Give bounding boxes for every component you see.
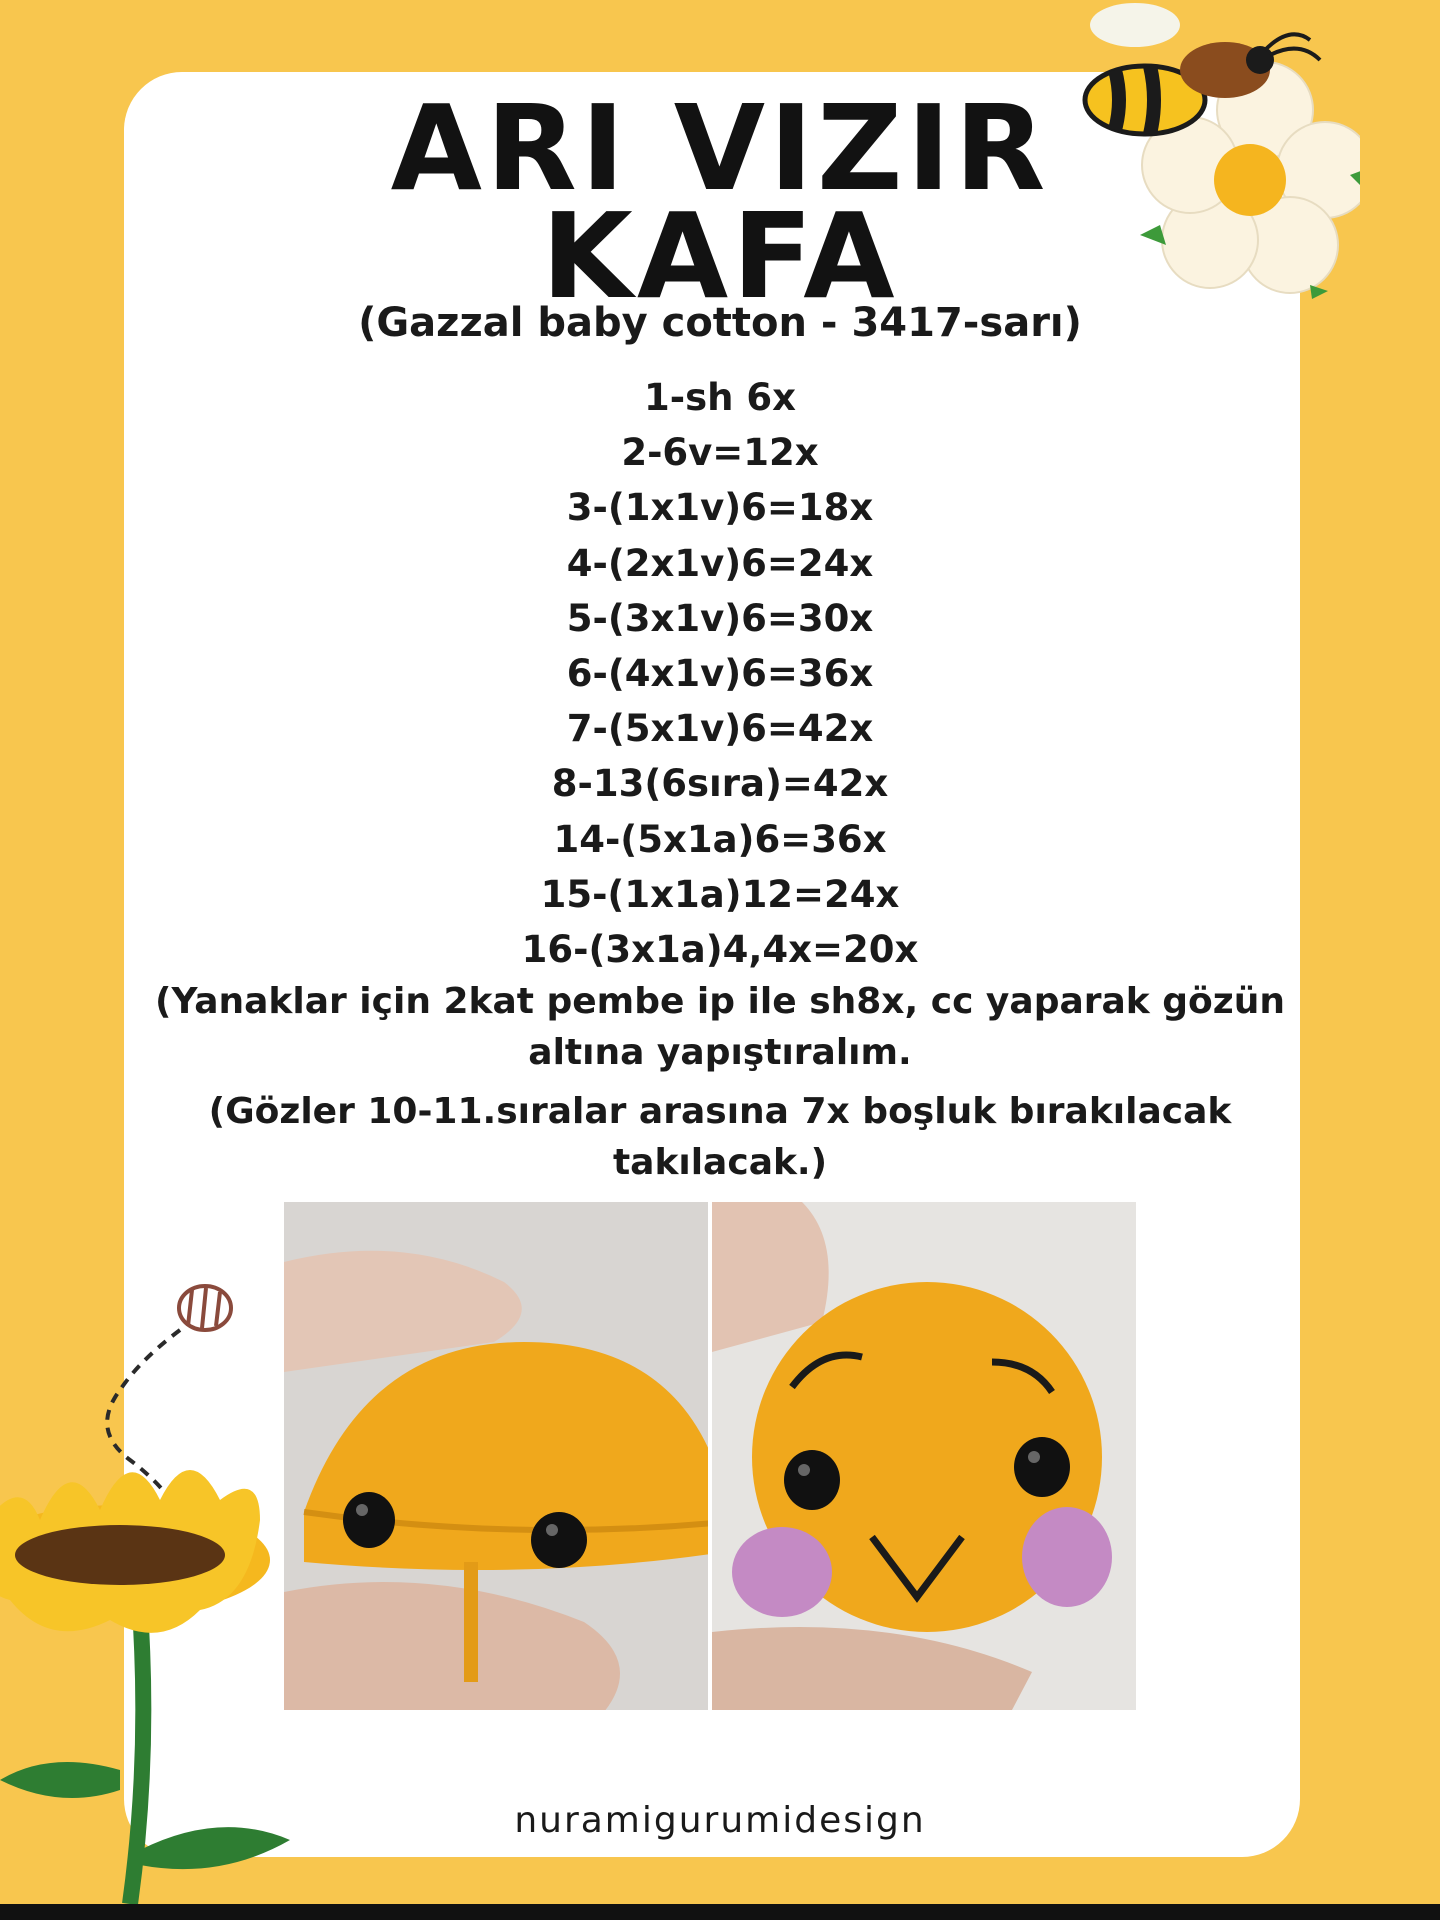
- title-line-1: ARI VIZIR: [390, 79, 1050, 217]
- pattern-row: 1-sh 6x: [644, 376, 796, 419]
- title-line-2: KAFA: [541, 187, 899, 325]
- pattern-row: 4-(2x1v)6=24x: [566, 541, 874, 585]
- pattern-row: 6-(4x1v)6=36x: [566, 651, 874, 695]
- photo-head-front: [712, 1202, 1136, 1710]
- photo-head-side: [284, 1202, 708, 1710]
- bottom-bar: [0, 1904, 1440, 1920]
- pattern-row: 7-(5x1v)6=42x: [566, 707, 874, 751]
- pattern-row: 14-(5x1a)6=36x: [553, 817, 887, 861]
- eyes-note: (Gözler 10-11.sıralar arasına 7x boşluk bırakılacak takılacak.): [208, 1091, 1232, 1183]
- pattern-rows: [0, 370, 1440, 977]
- pattern-row: 15-(1x1a)12=24x: [540, 872, 900, 916]
- pattern-row: 2-6v=12x: [621, 431, 819, 475]
- yarn-subtitle: (Gazzal baby cotton - 3417-sarı): [358, 300, 1082, 346]
- pattern-row: 16-(3x1a)4,4x=20x: [521, 927, 919, 971]
- cheeks-note: (Yanaklar için 2kat pembe ip ile sh8x, cc yaparak gözün altına yapıştıralım.: [155, 981, 1285, 1073]
- pattern-row: 8-13(6sıra)=42x: [551, 762, 889, 806]
- footer-credit: nuramigurumidesign: [514, 1800, 926, 1841]
- pattern-row: 3-(1x1v)6=18x: [566, 486, 874, 530]
- pattern-row: 5-(3x1v)6=30x: [566, 596, 874, 640]
